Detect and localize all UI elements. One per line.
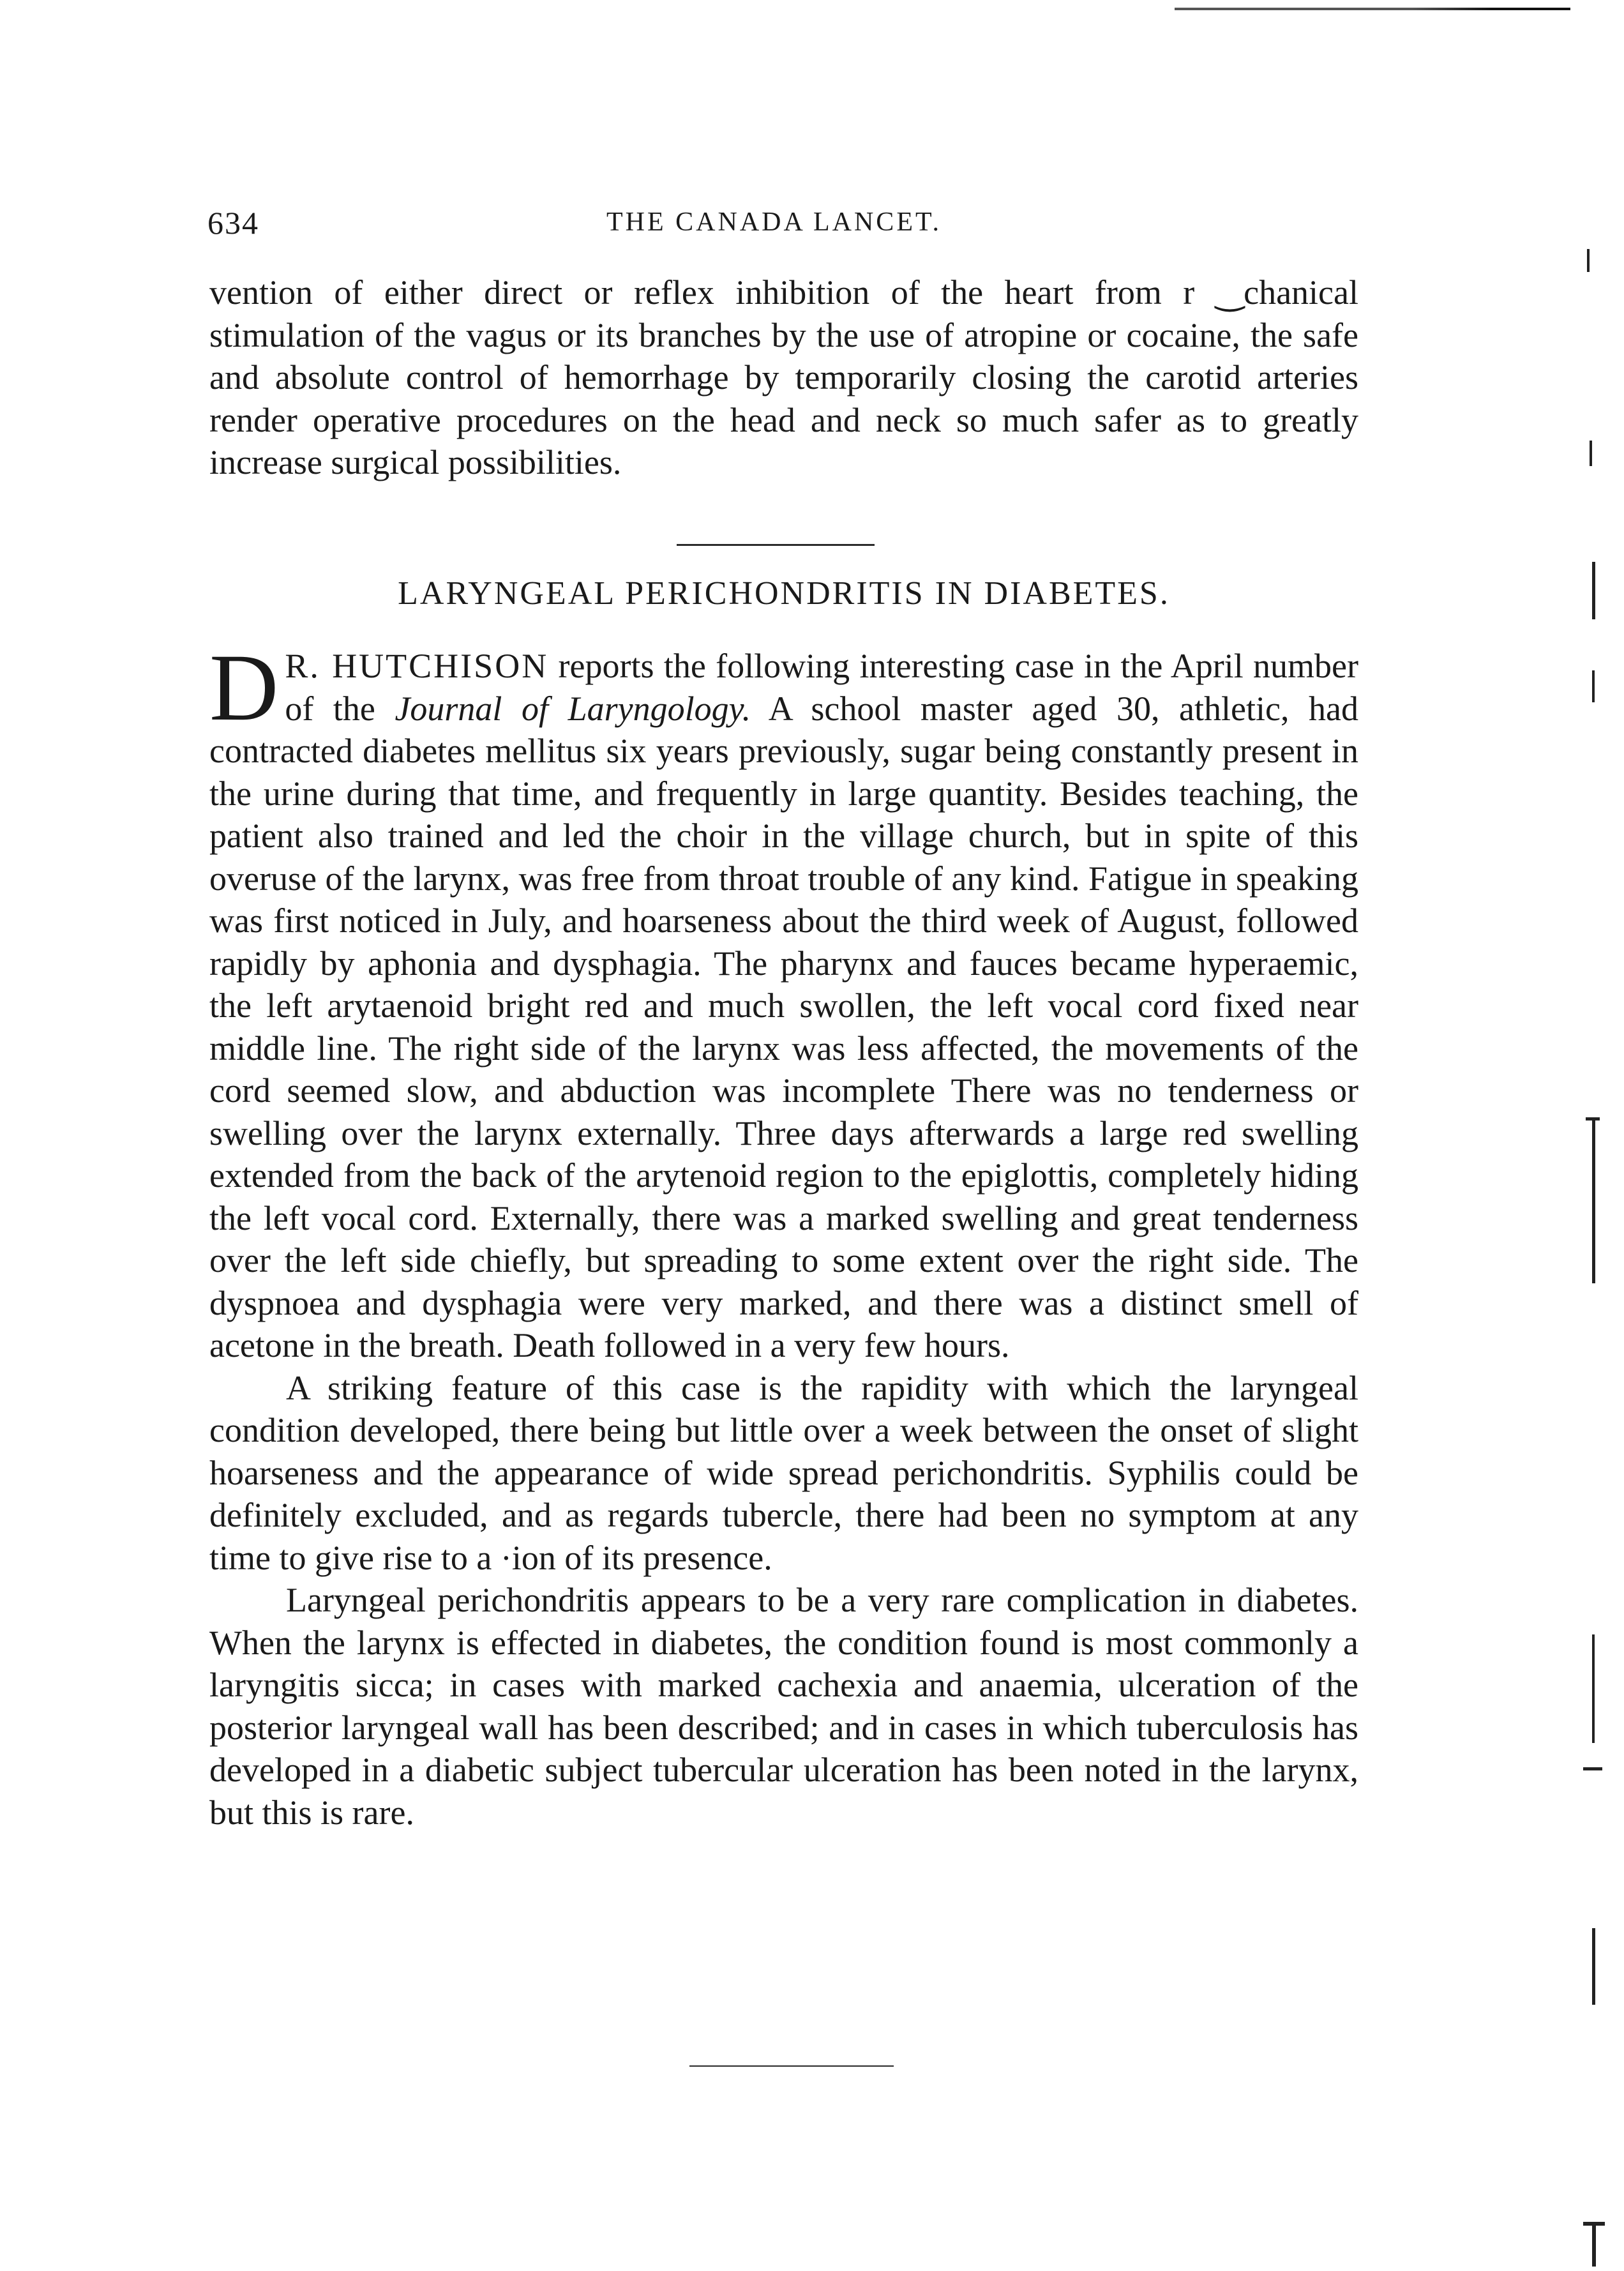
journal-title: Journal of Laryngology. [395, 689, 751, 728]
margin-mark [1592, 1634, 1595, 1743]
intro-paragraph-block [209, 271, 1358, 484]
paragraph-1-rest: A school master aged 30, athletic, had contracted diabetes mellitus six years previously, sugar being constantly present in the urine during that time, and frequently in large quantity. Besides teaching, the patient also trained and led the choir in the village church, but in spite of this overuse of the larynx, was free from throat trouble of any kind. Fatigue in speaking was first noticed in July, and hoarseness about the third week of August, followed rapidly by aphonia and dysphagia. The pharynx and fauces became hyperaemic, the left arytaenoid bright red and much swollen, the left vocal cord fixed near middle line. The right side of the larynx was less affected, the movements of the cord seemed slow, and abduction was incomplete There was no tenderness or swelling over the larynx externally. Three days afterwards a large red swelling extended from the back of the arytenoid region to the epiglottis, completely hiding the left vocal cord. Externally, there was a marked swelling and great tenderness over the left side chiefly, but spreading to some extent over the right side. The dyspnoea and dysphagia were very marked, and there was a distinct smell of acetone in the breath. Death followed in a very few hours. [209, 689, 1359, 1364]
margin-mark [1583, 1767, 1602, 1770]
scan-edge-line [1175, 8, 1570, 10]
page-number: 634 [207, 205, 259, 241]
page-header [207, 204, 1357, 243]
drop-cap: D [209, 635, 279, 741]
article-body [209, 635, 1359, 1834]
article-paragraph-3: Laryngeal perichondritis appears to be a very rare complication in diabetes. When the larynx is effected in diabetes, the condition found is most commonly a laryngitis sicca; in cases with marked cachexia and anaemia, ulceration of the posterior laryngeal wall has been described; and in cases in which tuberculosis has developed in a diabetic subject tubercular ulceration has been noted in the larynx, but this is rare. [209, 1581, 1358, 1832]
intro-paragraph: vention of either direct or reflex inhibition of the heart from r ‿chanical stimulation of the vagus or its branches by the use of atropine or cocaine, the safe and absolute control of hemorrhage by temporarily closing the carotid arteries render operative procedures on the head and neck so much safer as to greatly increase surgical possibilities. [209, 273, 1358, 481]
article-title: LARYNGEAL PERICHONDRITIS IN DIABETES. [398, 575, 1170, 612]
margin-mark [1592, 2222, 1596, 2267]
section-divider-top [677, 544, 875, 546]
author-name: R. HUTCHISON [285, 647, 549, 685]
margin-mark [1592, 670, 1595, 702]
paragraph-1-lead: reports the following interesting case in the April number of the [285, 647, 1358, 728]
section-divider-bottom [689, 2065, 894, 2067]
article-paragraph-2: A striking feature of this case is the rapidity with which the laryngeal condition developed, there being but little over a week between the onset of slight hoarseness and the appearance of wide spread perichondritis. Syphilis could be definitely excluded, and as regards tubercle, there had been no symptom at any time to give rise to a ·ion of its presence. [209, 1368, 1358, 1577]
running-title: THE CANADA LANCET. [606, 207, 942, 237]
article-paragraph-1 [209, 635, 1359, 1367]
margin-mark [1592, 1117, 1595, 1283]
margin-mark [1590, 441, 1592, 466]
margin-mark [1587, 249, 1590, 272]
margin-mark [1592, 562, 1595, 619]
margin-mark [1592, 1928, 1595, 2005]
margin-mark [1586, 1117, 1600, 1120]
